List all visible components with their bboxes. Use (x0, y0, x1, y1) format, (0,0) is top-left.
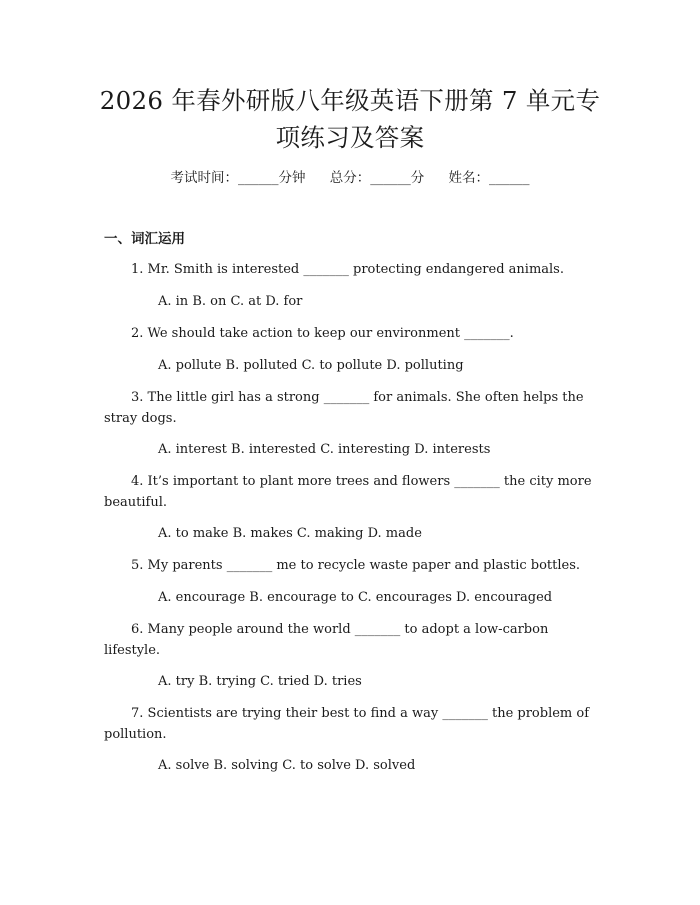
exam-score-field: 总分：______分 (329, 170, 425, 186)
question-7: 7. Scientists are trying their best to find a way _______ the problem of pollution. (104, 706, 590, 742)
question-2-options: A. pollute B. polluted C. to pollute D. polluting (158, 358, 464, 373)
question-3: 3. The little girl has a strong _______ for animals. She often helps the stray dogs. (104, 390, 584, 426)
question-4-options: A. to make B. makes C. making D. made (158, 526, 422, 541)
question-2: 2. We should take action to keep our environment _______. (131, 326, 514, 341)
section-heading-vocabulary: 一、词汇运用 (104, 231, 185, 247)
question-6-options: A. try B. trying C. tried D. tries (158, 674, 362, 689)
page-title-line-2: 项练习及答案 (275, 123, 425, 152)
exam-info (0, 168, 700, 188)
question-5-options: A. encourage B. encourage to C. encourages D. encouraged (158, 590, 553, 605)
question-4: 4. It’s important to plant more trees and flowers _______ the city more beautiful. (104, 474, 592, 510)
question-5: 5. My parents _______ me to recycle waste paper and plastic bottles. (131, 558, 581, 573)
question-1: 1. Mr. Smith is interested _______ protecting endangered animals. (131, 262, 564, 277)
exam-time-field: 考试时间：______分钟 (170, 170, 306, 186)
page-title-line-1: 2026 年春外研版八年级英语下册第 7 单元专 (99, 86, 601, 115)
question-7-options: A. solve B. solving C. to solve D. solved (158, 758, 416, 773)
page-title (0, 82, 700, 156)
question-1-options: A. in B. on C. at D. for (158, 294, 303, 309)
question-6: 6. Many people around the world _______ to adopt a low-carbon lifestyle. (104, 622, 549, 658)
exam-name-field: 姓名：______ (448, 170, 530, 186)
question-3-options: A. interest B. interested C. interesting D. interests (158, 442, 491, 457)
